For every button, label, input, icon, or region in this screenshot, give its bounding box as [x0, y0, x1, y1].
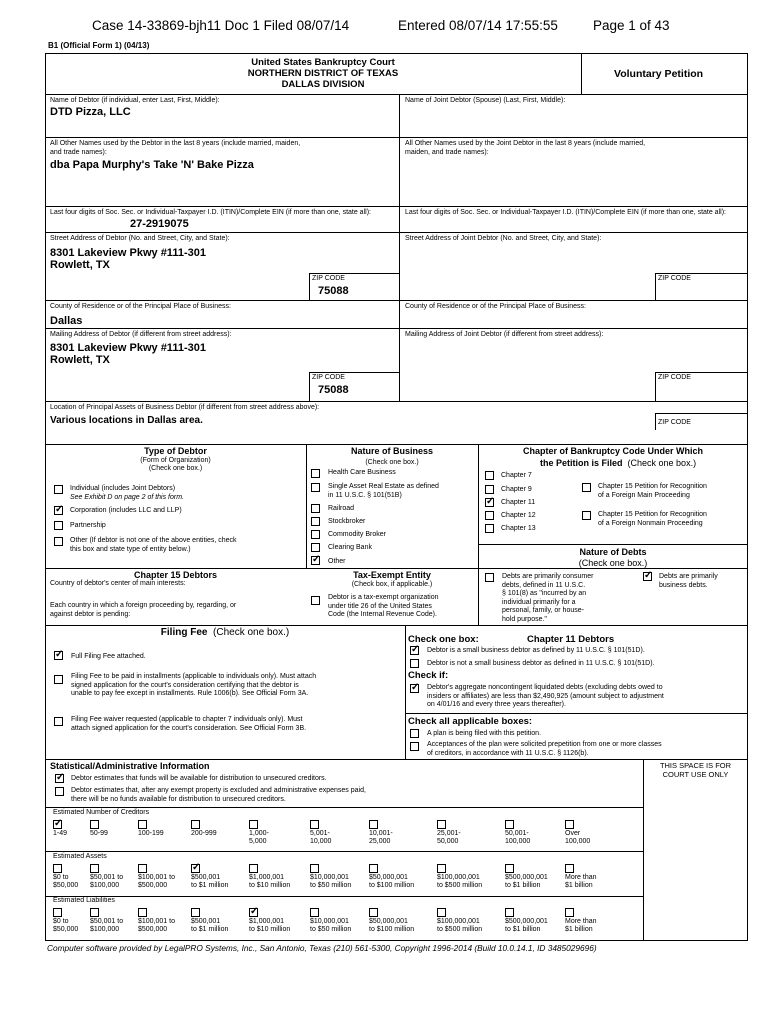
creditors-range-label: 50-99 [90, 830, 108, 837]
mailing-line-2: Rowlett, TX [50, 354, 110, 366]
no-funds-text [71, 787, 366, 804]
chapter-9-checkbox[interactable] [485, 485, 494, 494]
creditors-range-label: 1-49 [53, 830, 68, 837]
creditors-range-label: 25,001- [437, 830, 461, 837]
stat-title: Statistical/Administrative Information [50, 761, 210, 771]
other-business-checkbox[interactable] [311, 556, 320, 565]
creditors-range-checkbox[interactable] [191, 820, 200, 829]
joint-mailing-zip-label: ZIP CODE [658, 374, 691, 381]
assets-range-label: to $1 billion [505, 882, 541, 889]
not-small-business-checkbox[interactable] [410, 659, 419, 668]
type-option-exhibit: See Exhibit D on page 2 of this form. [70, 494, 185, 501]
liabilities-range-label: to $100 million [369, 926, 415, 933]
court-line-2: NORTHERN DISTRICT OF TEXAS [247, 68, 399, 79]
creditors-label: Estimated Number of Creditors [53, 809, 150, 816]
aggregate-text [427, 684, 664, 710]
assets-range-label: to $500 million [437, 882, 483, 889]
type-option-corporation: Corporation (includes LLC and LLP) [70, 507, 182, 514]
joint-name-label: Name of Joint Debtor (Spouse) (Last, First, Middle): [405, 97, 566, 104]
mailing-label: Mailing Address of Debtor (if different from street address): [50, 331, 232, 338]
nature-business-title: Nature of Business [350, 446, 434, 456]
other-names-label: All Other Names used by the Debtor in the last 8 years (include married, maiden, and trade names): [50, 140, 301, 156]
business-debts-checkbox[interactable] [643, 572, 652, 581]
nb-other: Other [328, 558, 346, 565]
full-fee-text: Full Filing Fee attached. [71, 653, 146, 660]
type-option-other: Other (If debtor is not one of the above entities, check [70, 537, 237, 544]
small-business-text: Debtor is a small business debtor as defined by 11 U.S.C. § 101(51D). [427, 647, 645, 654]
assets-range-label: $500,000,001 [505, 874, 548, 881]
liabilities-range-label: to $500 million [437, 926, 483, 933]
health-care-checkbox[interactable] [311, 469, 320, 478]
business-line-1: Debts are primarily [659, 573, 718, 580]
creditors-range-label: 10,001- [369, 830, 393, 837]
creditors-range-label: 100,000 [505, 838, 531, 845]
entered-date: Entered 08/07/14 17:55:55 [398, 18, 558, 33]
chapter-11-checkbox[interactable] [485, 498, 494, 507]
assets-range-checkbox[interactable] [310, 864, 319, 873]
consumer-line-2: debts, defined in 11 U.S.C. [502, 581, 586, 589]
liabilities-range-label: to $1 million [191, 926, 229, 933]
joint-street-label: Street Address of Joint Debtor (No. and Street, City, and State): [405, 235, 602, 242]
liabilities-range-label: to $50 million [310, 926, 352, 933]
street-line-1: 8301 Lakeview Pkwy #111-301 [50, 247, 206, 259]
location-label: Location of Principal Assets of Business Debtor (if different from street address above): [50, 404, 320, 411]
assets-range-checkbox[interactable] [369, 864, 378, 873]
installment-checkbox[interactable] [54, 675, 63, 684]
chapter-7-checkbox[interactable] [485, 471, 494, 480]
assets-range-checkbox[interactable] [90, 864, 99, 873]
liabilities-range-label: $0 to [53, 918, 69, 925]
location-zip-label: ZIP CODE [658, 419, 691, 426]
court-use-line-1: THIS SPACE IS FOR [659, 761, 732, 770]
assets-range-checkbox[interactable] [437, 864, 446, 873]
aggregate-debts-checkbox[interactable] [410, 684, 419, 693]
assets-range-checkbox[interactable] [53, 864, 62, 873]
footer-text: Computer software provided by LegalPRO Systems, Inc., San Antonio, Texas (210) 561-5300, Copyright 1996-2014 (Build 10.0.14.1, ID 3485029696) [47, 943, 597, 953]
check-all-applicable: Check all applicable boxes: [408, 716, 533, 727]
assets-range-label: $50,000 [53, 882, 79, 889]
creditors-range-label: 5,001- [310, 830, 330, 837]
chapter-13: Chapter 13 [501, 525, 536, 532]
assets-range-label: $50,000,001 [369, 874, 408, 881]
waiver-text [71, 716, 306, 733]
form-id: B1 (Official Form 1) (04/13) [48, 41, 150, 50]
nb-clearing-bank: Clearing Bank [328, 544, 372, 551]
assets-range-label: $1 billion [565, 882, 593, 889]
chapter-15-main-checkbox[interactable] [582, 483, 591, 492]
chapter-11: Chapter 11 [501, 499, 536, 506]
filing-fee-sub: (Check one box.) [213, 627, 290, 638]
consumer-line-1: Debts are primarily consumer [502, 573, 594, 580]
creditors-range-label: 10,000 [310, 838, 332, 845]
case-number: Case 14-33869-bjh11 Doc 1 Filed 08/07/14 [92, 18, 350, 33]
creditors-range-label: 5,000 [249, 838, 267, 845]
creditors-range-label: 25,000 [369, 838, 391, 845]
consumer-line-4: individual primarily for a [502, 598, 576, 606]
other-type-checkbox[interactable] [54, 537, 63, 546]
consumer-debts-checkbox[interactable] [485, 573, 494, 582]
liabilities-range-label: to $1 billion [505, 926, 541, 933]
county-label: County of Residence or of the Principal Place of Business: [50, 303, 231, 310]
debtor-name-label: Name of Debtor (if individual, enter Last, First, Middle): [50, 97, 220, 104]
creditors-range-label: 1,000- [249, 830, 269, 837]
acceptances-checkbox[interactable] [410, 742, 419, 751]
assets-range-label: $1,000,001 [249, 874, 285, 881]
creditors-range-checkbox[interactable] [90, 820, 99, 829]
business-line-2: business debts. [659, 581, 708, 589]
partnership-checkbox[interactable] [54, 521, 63, 530]
assets-range-label: $500,000 [138, 882, 168, 889]
zip-code: 75088 [318, 285, 349, 297]
consumer-line-5: personal, family, or house- [502, 607, 584, 614]
aggregate-line-3: on 4/01/16 and every three years thereafter). [427, 701, 566, 708]
court-line-3: DALLAS DIVISION [281, 79, 365, 90]
zip-label: ZIP CODE [312, 275, 345, 282]
consumer-line-3: § 101(8) as "incurred by an [502, 590, 587, 597]
other-names: dba Papa Murphy's Take 'N' Bake Pizza [50, 159, 254, 171]
mailing-line-1: 8301 Lakeview Pkwy #111-301 [50, 342, 206, 354]
creditors-range-label: 100,000 [565, 838, 591, 845]
not-small-business-text: Debtor is not a small business debtor as defined in 11 U.S.C. § 101(51D). [427, 660, 655, 667]
ch11-debtors-title: Chapter 11 Debtors [527, 634, 615, 645]
joint-mailing-label: Mailing Address of Joint Debtor (if different from street address): [405, 331, 604, 338]
liabilities-range-checkbox[interactable] [505, 908, 514, 917]
clearing-bank-checkbox[interactable] [311, 543, 320, 552]
waiver-line-1: Filing Fee waiver requested (applicable to chapter 7 individuals only). Must [71, 716, 303, 723]
assets-range-label: to $10 million [249, 882, 291, 889]
assets-range-label: to $100 million [369, 882, 415, 889]
ch15-main-2: of a Foreign Main Proceeding [598, 492, 690, 499]
nb-health-care: Health Care Business [328, 469, 396, 476]
type-of-debtor-sub2: (Check one box.) [148, 465, 203, 472]
assets-range-label: to $50 million [310, 882, 352, 889]
chapter-12-checkbox[interactable] [485, 511, 494, 520]
check-one-box: Check one box: [408, 634, 479, 645]
creditors-range-checkbox[interactable] [249, 820, 258, 829]
liabilities-range-checkbox[interactable] [191, 908, 200, 917]
assets-range-label: $10,000,001 [310, 874, 349, 881]
tax-exempt-line-3: Code (the Internal Revenue Code). [328, 611, 437, 618]
creditors-range-label: 50,001- [505, 830, 529, 837]
court-line-1: United States Bankruptcy Court [251, 57, 395, 68]
type-option-individual: Individual (includes Joint Debtors) [70, 485, 176, 492]
type-of-debtor-title: Type of Debtor [144, 446, 207, 456]
ch15-nonmain-1: Chapter 15 Petition for Recognition [598, 511, 707, 518]
chapter-9: Chapter 9 [501, 486, 532, 493]
ch15-nonmain-2: of a Foreign Nonmain Proceeding [598, 520, 703, 527]
creditors-range-checkbox[interactable] [565, 820, 574, 829]
assets-range-checkbox[interactable] [249, 864, 258, 873]
street-line-2: Rowlett, TX [50, 259, 110, 271]
liabilities-range-checkbox[interactable] [565, 908, 574, 917]
assets-range-label: $50,001 to [90, 874, 124, 881]
liabilities-range-label: $100,000,001 [437, 918, 480, 925]
assets-range-label: $100,001 to [138, 874, 175, 881]
installment-line-2: signed application for the court's consideration certifying that the debtor is [71, 681, 299, 689]
corporation-checkbox[interactable] [54, 506, 63, 515]
consumer-debts-text [502, 573, 622, 624]
creditors-range-label: 200-999 [191, 830, 217, 837]
ch15-debtors-title: Chapter 15 Debtors [133, 570, 218, 580]
individual-checkbox[interactable] [54, 485, 63, 494]
single-asset-checkbox[interactable] [311, 483, 320, 492]
no-funds-checkbox[interactable] [55, 787, 64, 796]
liabilities-range-label: $500,000 [138, 926, 168, 933]
tax-exempt-line-2: under title 26 of the United States [328, 602, 432, 610]
funds-available-text: Debtor estimates that funds will be available for distribution to unsecured creditors. [71, 775, 327, 782]
assets-range-checkbox[interactable] [505, 864, 514, 873]
liabilities-range-label: to $10 million [249, 926, 291, 933]
filing-fee-title: Filing Fee [160, 627, 208, 638]
creditors-range-checkbox[interactable] [310, 820, 319, 829]
liabilities-range-label: $50,000 [53, 926, 79, 933]
chapter-sub: (Check one box.) [627, 458, 697, 468]
debtor-ein: 27-2919075 [130, 218, 189, 230]
stockbroker-checkbox[interactable] [311, 517, 320, 526]
voluntary-petition: Voluntary Petition [614, 68, 704, 80]
nb-stockbroker: Stockbroker [328, 518, 366, 525]
joint-other-names-label: All Other Names used by the Joint Debtor in the last 8 years (include married, maiden, and trade names): [405, 140, 646, 156]
court-use-text [648, 762, 743, 779]
assets-range-label: to $1 million [191, 882, 229, 889]
type-option-partnership: Partnership [70, 522, 106, 529]
tax-exempt-sub: (Check box, if applicable.) [351, 581, 433, 588]
nb-railroad: Railroad [328, 505, 355, 512]
waiver-checkbox[interactable] [54, 717, 63, 726]
nature-business-sub: (Check one box.) [365, 459, 419, 466]
consumer-line-6: hold purpose." [502, 615, 547, 623]
installment-text [71, 673, 316, 699]
assets-range-checkbox[interactable] [138, 864, 147, 873]
chapter-title-2 [540, 458, 696, 468]
chapter-title-2-text: the Petition is Filed [540, 458, 623, 468]
tax-exempt-title: Tax-Exempt Entity [353, 570, 431, 580]
tax-exempt-line-1: Debtor is a tax-exempt organization [328, 594, 439, 601]
funds-available-checkbox[interactable] [55, 774, 64, 783]
joint-ssn-label: Last four digits of Soc. Sec. or Individual-Taxpayer I.D. (ITIN)/Complete EIN (if more than one, state all): [405, 209, 726, 216]
no-funds-line-2: there will be no funds available for distribution to unsecured creditors. [71, 795, 286, 803]
check-if: Check if: [408, 670, 449, 681]
acceptances-text [427, 741, 662, 758]
street-label: Street Address of Debtor (No. and Street, City, and State): [50, 235, 230, 242]
nb-commodity: Commodity Broker [328, 531, 386, 538]
liabilities-range-checkbox[interactable] [310, 908, 319, 917]
assets-label: Estimated Assets [53, 853, 107, 860]
ch15-l2: Each country in which a foreign proceeding by, regarding, or [50, 602, 237, 609]
assets-range-label: $0 to [53, 874, 69, 881]
commodity-checkbox[interactable] [311, 530, 320, 539]
assets-range-label: $500,001 [191, 874, 221, 881]
mailing-zip: 75088 [318, 384, 349, 396]
liabilities-range-label: $1,000,001 [249, 918, 285, 925]
creditors-range-checkbox[interactable] [437, 820, 446, 829]
type-option-other-2: this box and state type of entity below.) [70, 546, 191, 553]
joint-zip-label: ZIP CODE [658, 275, 691, 282]
chapter-7: Chapter 7 [501, 472, 532, 479]
creditors-range-checkbox[interactable] [369, 820, 378, 829]
acceptances-line-1: Acceptances of the plan were solicited prepetition from one or more classes [427, 741, 662, 748]
assets-range-checkbox[interactable] [565, 864, 574, 873]
assets-range-checkbox[interactable] [191, 864, 200, 873]
plan-filed-checkbox[interactable] [410, 729, 419, 738]
aggregate-line-2: insiders or affiliates) are less than $2,490,925 (amount subject to adjustment [427, 692, 664, 700]
creditors-range-checkbox[interactable] [505, 820, 514, 829]
chapter-12: Chapter 12 [501, 512, 536, 519]
nb-single-asset-2: in 11 U.S.C. § 101(51B) [328, 492, 402, 499]
liabilities-range-label: $100,001 to [138, 918, 175, 925]
joint-county-label: County of Residence or of the Principal Place of Business: [405, 303, 586, 310]
chapter-13-checkbox[interactable] [485, 524, 494, 533]
creditors-range-checkbox[interactable] [138, 820, 147, 829]
liabilities-range-label: $1 billion [565, 926, 593, 933]
debtor-name: DTD Pizza, LLC [50, 106, 131, 118]
page-number: Page 1 of 43 [593, 18, 670, 33]
creditors-range-checkbox[interactable] [53, 820, 62, 829]
chapter-title: Chapter of Bankruptcy Code Under Which [522, 446, 703, 456]
no-funds-line-1: Debtor estimates that, after any exempt property is excluded and administrative expenses paid, [71, 787, 366, 794]
liabilities-range-label: $500,001 [191, 918, 221, 925]
business-debts-text [659, 573, 718, 590]
small-business-checkbox[interactable] [410, 646, 419, 655]
creditors-range-label: 100-199 [138, 830, 164, 837]
liabilities-range-checkbox[interactable] [249, 908, 258, 917]
liabilities-range-label: $50,000,001 [369, 918, 408, 925]
liabilities-range-label: $50,001 to [90, 918, 124, 925]
liabilities-range-label: More than [565, 918, 597, 925]
location: Various locations in Dallas area. [50, 415, 203, 426]
installment-line-1: Filing Fee to be paid in installments (applicable to individuals only). Must attach [71, 673, 317, 680]
waiver-line-2: attach signed application for the court's consideration. See Official Form 3B. [71, 724, 307, 732]
tax-exempt-checkbox[interactable] [311, 596, 320, 605]
liabilities-range-checkbox[interactable] [369, 908, 378, 917]
tax-exempt-text [328, 594, 439, 620]
full-fee-checkbox[interactable] [54, 651, 63, 660]
liabilities-range-checkbox[interactable] [53, 908, 62, 917]
chapter-15-nonmain-checkbox[interactable] [582, 511, 591, 520]
nature-debts-title: Nature of Debts [579, 547, 647, 557]
liabilities-label: Estimated Liabilities [53, 897, 115, 904]
ch15-main-1: Chapter 15 Petition for Recognition [598, 483, 707, 490]
assets-range-label: More than [565, 874, 597, 881]
filing-fee-header [45, 627, 405, 638]
liabilities-range-label: $500,000,001 [505, 918, 548, 925]
ch15-l3: against debtor is pending: [50, 611, 131, 618]
liabilities-range-label: $100,000 [90, 926, 120, 933]
liabilities-range-checkbox[interactable] [437, 908, 446, 917]
liabilities-range-label: $10,000,001 [310, 918, 349, 925]
creditors-range-label: 50,000 [437, 838, 459, 845]
nb-single-asset: Single Asset Real Estate as defined [328, 483, 439, 490]
acceptances-line-2: of creditors, in accordance with 11 U.S.C. § 1126(b). [427, 749, 589, 757]
aggregate-line-1: Debtor's aggregate noncontingent liquidated debts (excluding debts owed to [427, 684, 663, 691]
county: Dallas [50, 315, 83, 327]
type-of-debtor-sub1: (Form of Organization) [140, 457, 211, 464]
railroad-checkbox[interactable] [311, 504, 320, 513]
assets-range-label: $100,000,001 [437, 874, 480, 881]
nature-debts-sub: (Check one box.) [578, 558, 648, 568]
liabilities-range-checkbox[interactable] [90, 908, 99, 917]
ch15-l1: Country of debtor's center of main interests: [50, 580, 186, 587]
creditors-range-label: Over [565, 830, 581, 837]
plan-filed-text: A plan is being filed with this petition. [427, 730, 542, 737]
ssn-label: Last four digits of Soc. Sec. or Individual-Taxpayer I.D. (ITIN)/Complete EIN (if more than one, state all): [50, 209, 371, 216]
assets-range-label: $100,000 [90, 882, 120, 889]
mailing-zip-label: ZIP CODE [312, 374, 345, 381]
court-use-line-2: COURT USE ONLY [662, 769, 729, 779]
court-title [228, 57, 418, 90]
installment-line-3: unable to pay fee except in installments. Rule 1006(b). See Official Form 3A. [71, 690, 309, 697]
liabilities-range-checkbox[interactable] [138, 908, 147, 917]
